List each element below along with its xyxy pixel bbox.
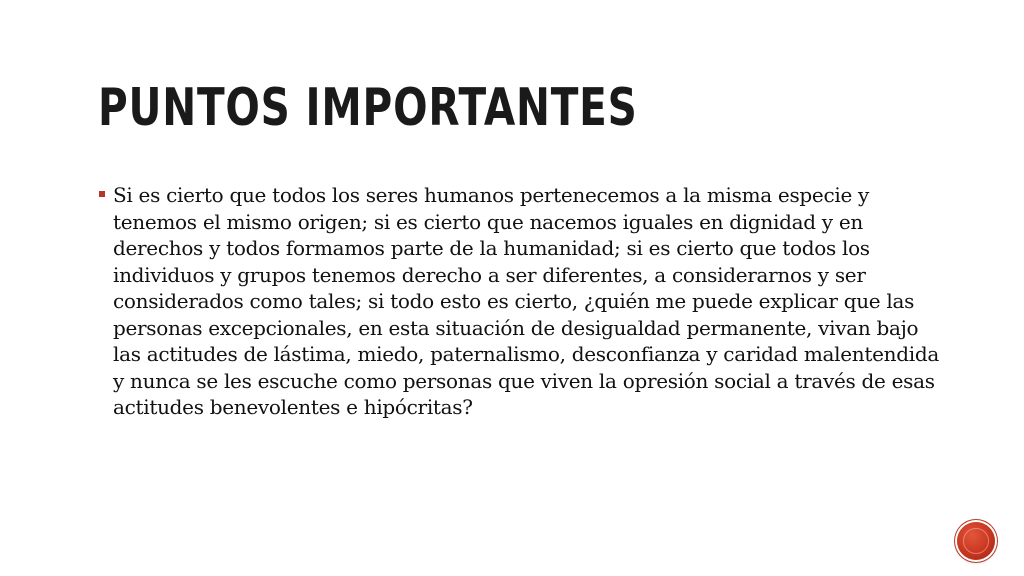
- bullet-item: [99, 182, 939, 421]
- slide-nav-button-icon[interactable]: [957, 522, 995, 560]
- slide-content: [99, 182, 939, 421]
- slide-title: PUNTOS IMPORTANTES: [98, 78, 638, 138]
- bullet-text: Si es cierto que todos los seres humanos pertenecemos a la misma especie y tenemos el mismo origen; si es cierto que nacemos iguales en dignidad y en derechos y todos formamos parte de la humanidad; si es cierto que todos los individuos y grupos tenemos derecho a ser diferentes, a considerarnos y ser considerados como tales; si todo esto es cierto, ¿quién me puede explicar que las personas excepcionales, en esta situación de desigualdad permanente, vivan bajo las actitudes de lástima, miedo, paternalismo, desconfianza y caridad malentendida y nunca se les escuche como personas que viven la opresión social a través de esas actitudes benevolentes e hipócritas?: [113, 183, 939, 419]
- square-bullet-icon: [99, 191, 105, 197]
